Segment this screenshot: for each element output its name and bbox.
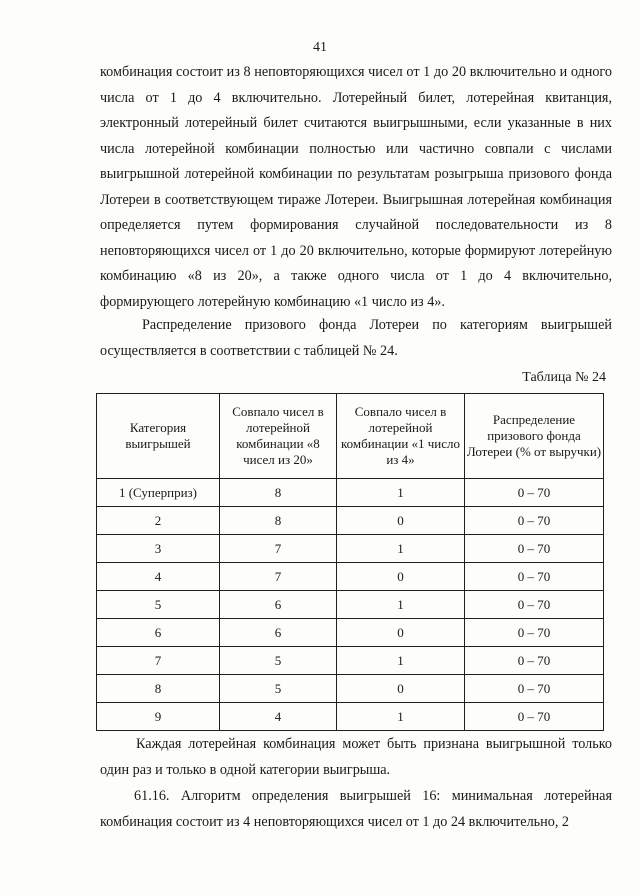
- paragraph-combination-rules: комбинация состоит из 8 неповторяющихся чисел от 1 до 20 включительно и одного числа от 1 до 4 включительно. Лотерейный билет, лотерейная квитанция, электронный лотерейный билет считаются выигрышными, если указанные в них числа лотерейной комбинации полностью или частично совпали с числами выигрышной лотерейной комбинации по результатам розыгрыша призового фонда Лотереи в соответствующем тираже Лотереи. Выигрышная лотерейная комбинация определяется путем формирования случайной последовательности из 8 неповторяющихся чисел от 1 до 20 включительно, которые формируют лотерейную комбинацию «8 из 20», а также одного числа от 1 до 4 включительно, формирующего лотерейную комбинацию «1 число из 4».: [100, 64, 612, 310]
- cell-prize-share: 0 – 70: [465, 479, 604, 507]
- table-row: [97, 507, 604, 535]
- cell-prize-share: 0 – 70: [465, 703, 604, 731]
- table-row: [97, 619, 604, 647]
- page-number: 41: [313, 40, 327, 55]
- paragraph-algorithm-16: 61.16. Алгоритм определения выигрышей 16: минимальная лотерейная комбинация состоит из 4 неповторяющихся чисел от 1 до 24 включительно, 2: [100, 788, 612, 830]
- prize-distribution-table: [96, 393, 604, 731]
- cell-match-1-of-4: 0: [337, 619, 465, 647]
- cell-match-1-of-4: 1: [337, 591, 465, 619]
- cell-match-8-of-20: 7: [220, 535, 337, 563]
- cell-prize-share: 0 – 70: [465, 675, 604, 703]
- cell-match-8-of-20: 8: [220, 507, 337, 535]
- paragraph-single-category-rule: Каждая лотерейная комбинация может быть признана выигрышной только один раз и только в одной категории выигрыша.: [100, 736, 612, 778]
- cell-category: 6: [97, 619, 220, 647]
- cell-match-1-of-4: 1: [337, 703, 465, 731]
- cell-category: 1 (Суперприз): [97, 479, 220, 507]
- cell-category: 9: [97, 703, 220, 731]
- cell-prize-share: 0 – 70: [465, 619, 604, 647]
- table-row: [97, 647, 604, 675]
- cell-prize-share: 0 – 70: [465, 535, 604, 563]
- table-row: [97, 563, 604, 591]
- table-row: [97, 675, 604, 703]
- table-row: [97, 479, 604, 507]
- cell-match-1-of-4: 1: [337, 647, 465, 675]
- cell-match-8-of-20: 7: [220, 563, 337, 591]
- header-category: Категория выигрышей: [97, 394, 220, 479]
- cell-match-8-of-20: 5: [220, 675, 337, 703]
- cell-match-1-of-4: 1: [337, 479, 465, 507]
- cell-category: 8: [97, 675, 220, 703]
- paragraph-distribution-intro: Распределение призового фонда Лотереи по категориям выигрышей осуществляется в соответствии с таблицей № 24.: [100, 317, 612, 359]
- cell-category: 5: [97, 591, 220, 619]
- cell-match-8-of-20: 6: [220, 619, 337, 647]
- table-row: [97, 591, 604, 619]
- header-match-8-of-20: Совпало чисел в лотерейной комбинации «8 чисел из 20»: [220, 394, 337, 479]
- cell-category: 4: [97, 563, 220, 591]
- cell-match-1-of-4: 0: [337, 675, 465, 703]
- cell-match-8-of-20: 6: [220, 591, 337, 619]
- table-caption: Таблица № 24: [522, 370, 606, 385]
- table-row: [97, 535, 604, 563]
- cell-prize-share: 0 – 70: [465, 591, 604, 619]
- cell-category: 7: [97, 647, 220, 675]
- cell-match-8-of-20: 4: [220, 703, 337, 731]
- cell-prize-share: 0 – 70: [465, 563, 604, 591]
- cell-prize-share: 0 – 70: [465, 647, 604, 675]
- table-row: [97, 703, 604, 731]
- cell-category: 3: [97, 535, 220, 563]
- cell-prize-share: 0 – 70: [465, 507, 604, 535]
- table-header-row: [97, 394, 604, 479]
- cell-match-8-of-20: 5: [220, 647, 337, 675]
- cell-match-1-of-4: 0: [337, 507, 465, 535]
- cell-match-1-of-4: 0: [337, 563, 465, 591]
- cell-match-8-of-20: 8: [220, 479, 337, 507]
- cell-category: 2: [97, 507, 220, 535]
- header-match-1-of-4: Совпало чисел в лотерейной комбинации «1 число из 4»: [337, 394, 465, 479]
- cell-match-1-of-4: 1: [337, 535, 465, 563]
- header-prize-fund-share: Распределение призового фонда Лотереи (% от выручки): [465, 394, 604, 479]
